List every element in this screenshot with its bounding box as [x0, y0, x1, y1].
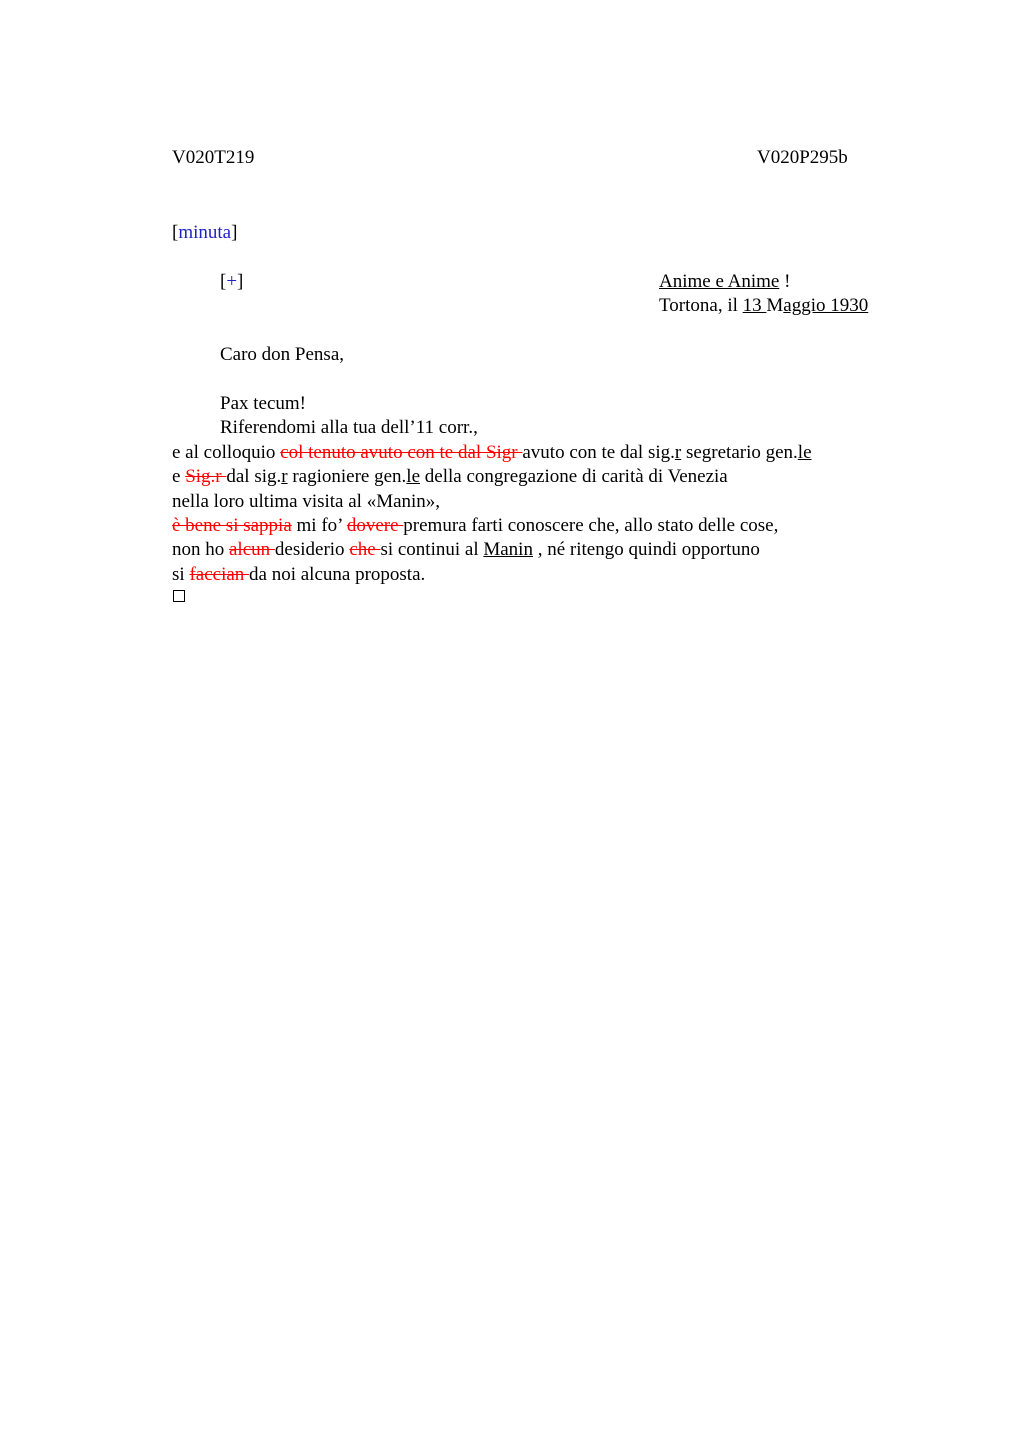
draft-note: [minuta]: [172, 222, 238, 243]
body-line-3: e Sig.r dal sig.r ragioniere gen.le della congregazione di carità di Venezia: [172, 466, 728, 487]
dateline: Tortona, il 13 Maggio 1930: [659, 295, 869, 316]
end-square-icon: [173, 590, 185, 602]
body-line-1: Riferendomi alla tua dell’11 corr.,: [220, 417, 478, 438]
deleted-text: è bene si sappia: [172, 515, 292, 536]
motto: Anime e Anime !: [659, 271, 791, 292]
deleted-text: col tenuto avuto con te dal Sigr: [280, 442, 523, 463]
deleted-text: dovere: [346, 515, 404, 536]
cross-mark: [+]: [220, 271, 244, 292]
salutation: Caro don Pensa,: [220, 344, 345, 365]
deleted-text: faccian: [189, 564, 250, 585]
body-line-6: non ho alcun desiderio che si continui al Manin , né ritengo quindi opportuno: [172, 539, 760, 560]
body-line-4: nella loro ultima visita al «Manin»,: [172, 491, 441, 512]
deleted-text: che: [349, 539, 381, 560]
cross-icon: +: [226, 271, 238, 292]
greeting: Pax tecum!: [220, 393, 307, 414]
body-line-5: è bene si sappia mi fo’ dovere premura farti conoscere che, allo stato delle cose,: [172, 515, 779, 536]
body-line-2: e al colloquio col tenuto avuto con te dal Sigr avuto con te dal sig.r segretario gen.le: [172, 442, 812, 463]
document-code-right: V020P295b: [757, 147, 848, 168]
draft-note-label: minuta: [178, 222, 232, 243]
deleted-text: alcun: [229, 539, 275, 560]
document-code-left: V020T219: [172, 147, 255, 168]
body-line-7: si faccian da noi alcuna proposta.: [172, 564, 426, 585]
deleted-text: Sig.r: [185, 466, 227, 487]
